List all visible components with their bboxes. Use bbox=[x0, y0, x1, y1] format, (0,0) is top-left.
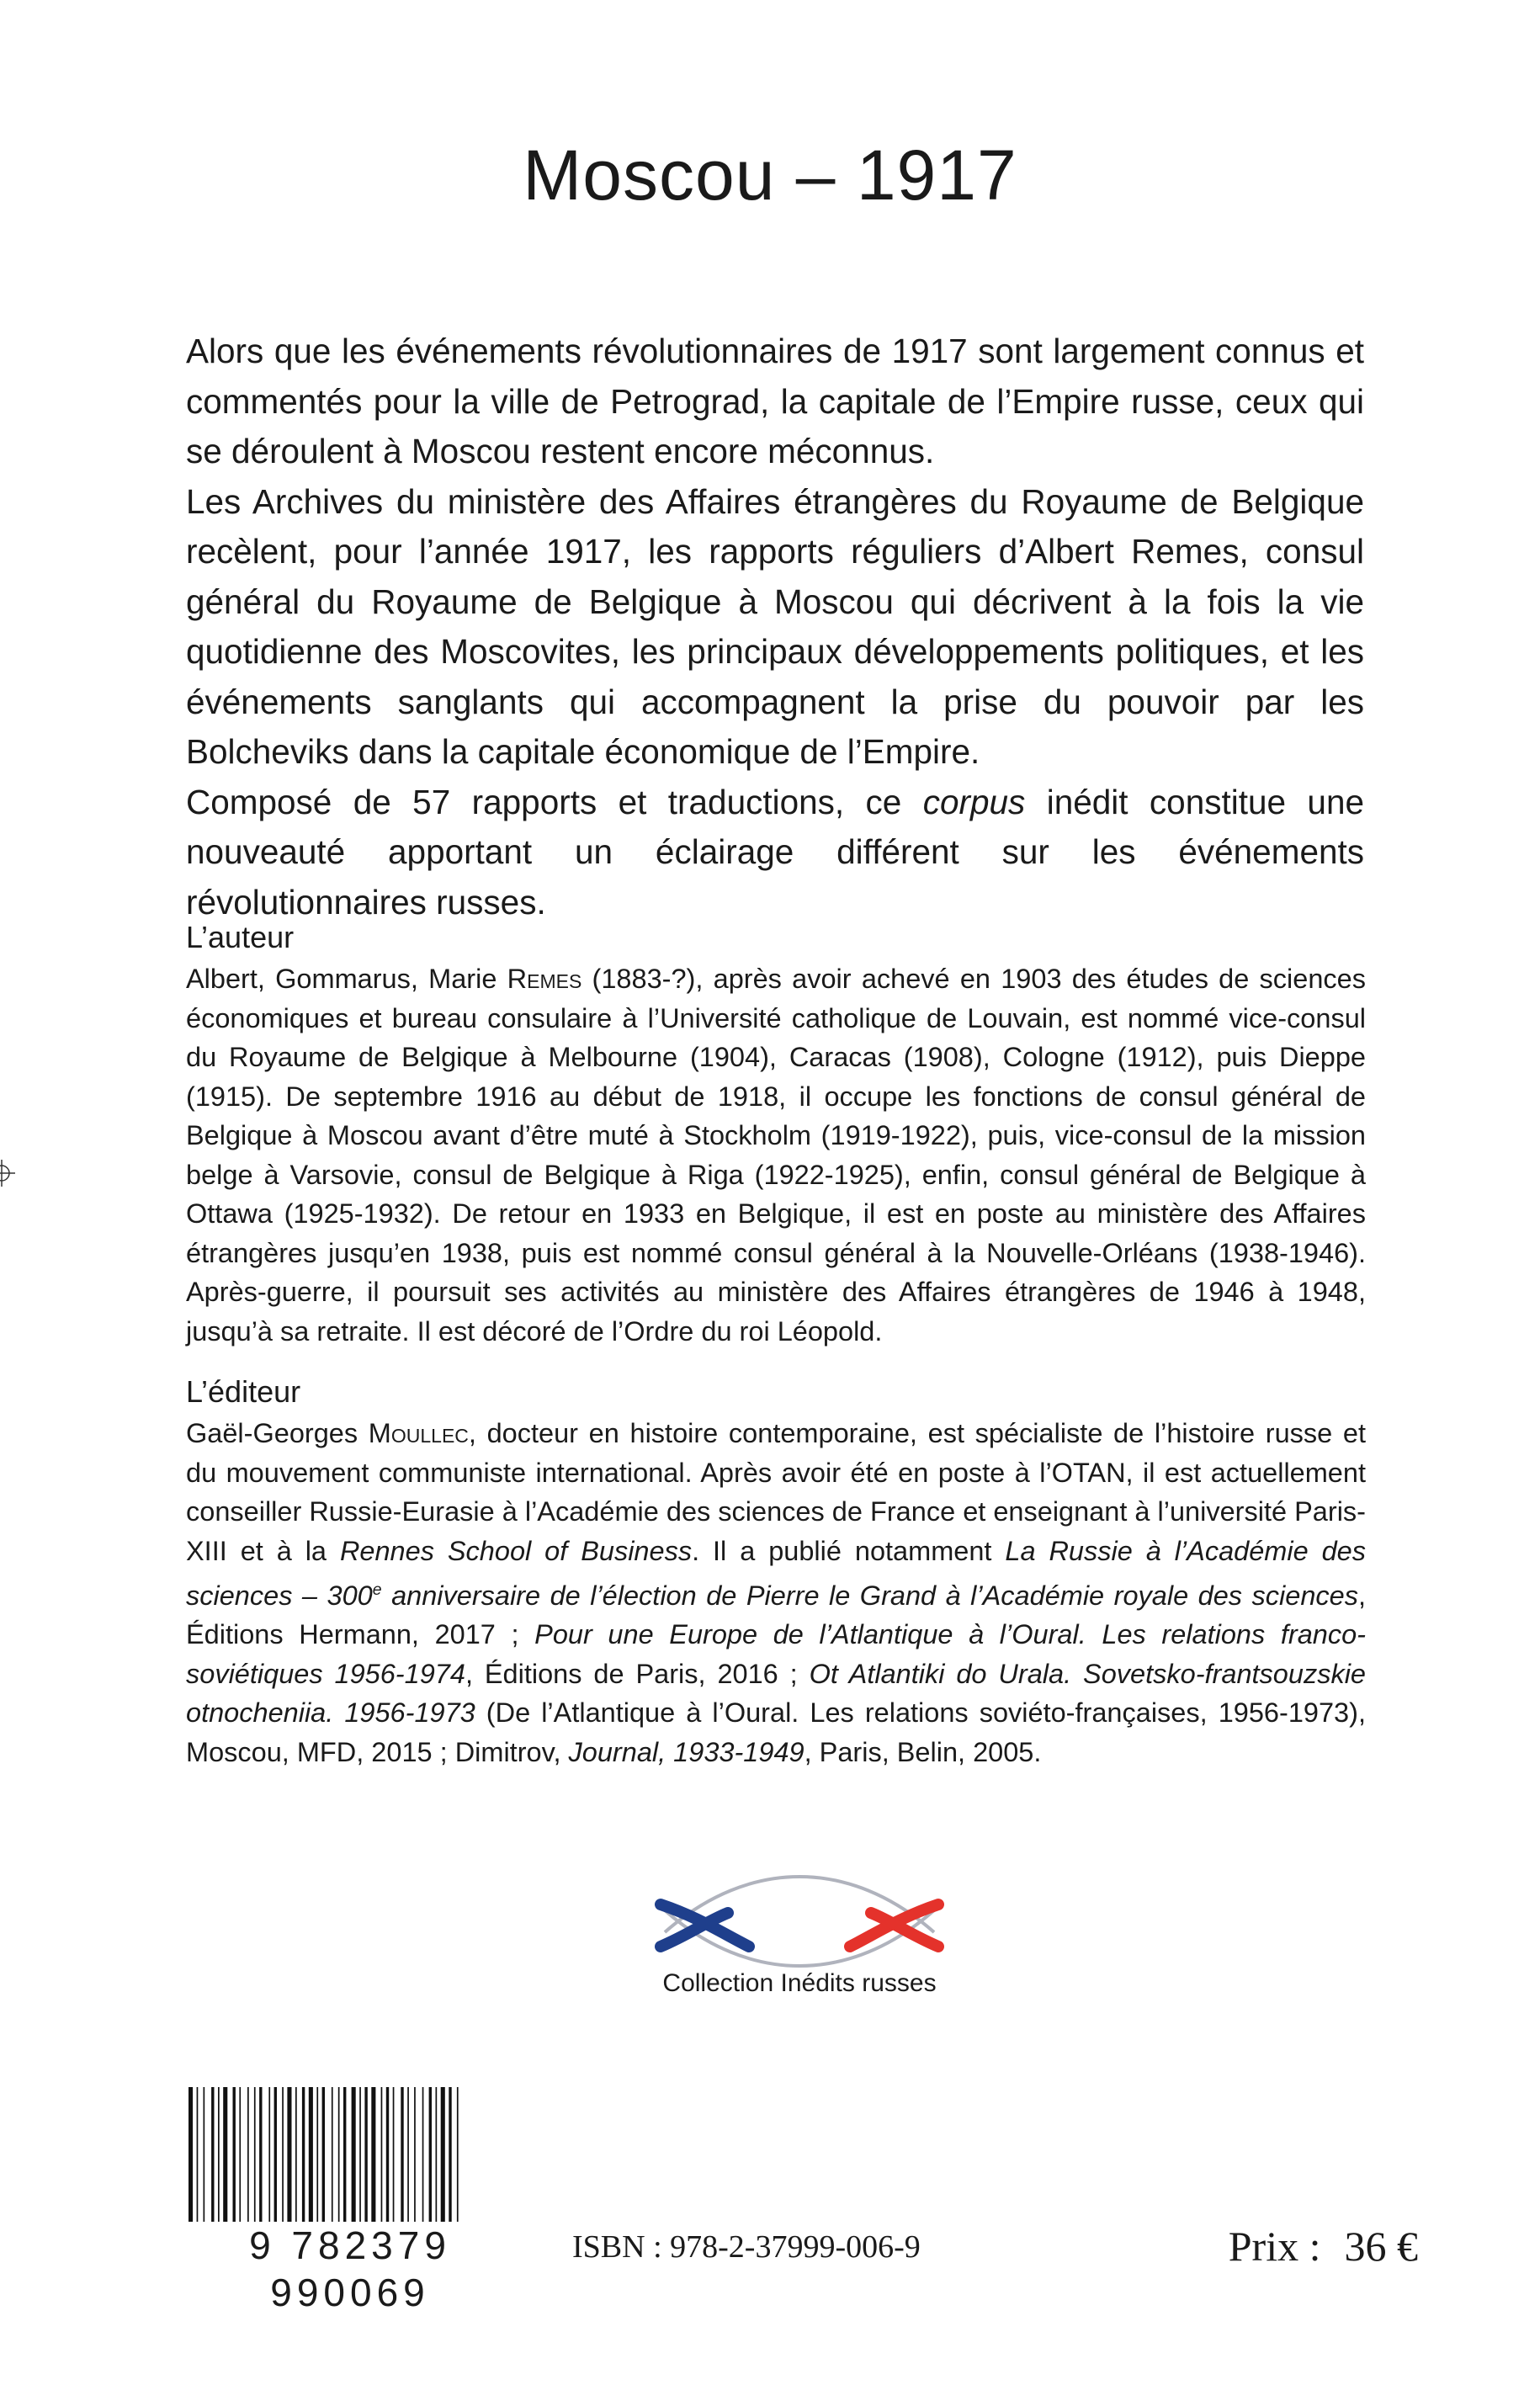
price-label: Prix : bbox=[1228, 2223, 1321, 2270]
author-bio-text: (1883-?), après avoir achevé en 1903 des études de sciences économiques et bureau consulaire à l’Université catholique de Louvain, est nommé vice-consul du Royaume de Belgique à Melbourne (1904), Caracas (1908), Cologne (1912), puis Dieppe (1915). De septembre 1916 au début de 1918, il occupe les fonctions de consul général de Belgique à Moscou avant d’être muté à Stockholm (1919-1922), puis, vice-consul de la mission belge à Varsovie, consul de Belgique à Riga (1922-1925), enfin, consul général de Belgique à Ottawa (1925-1932). De retour en 1933 en Belgique, il est en poste au ministère des Affaires étrangères jusqu’en 1938, puis est nommé consul général à la Nouvelle-Orléans (1938-1946). Après-guerre, il poursuit ses activités au ministère des Affaires étrangères de 1946 à 1948, jusqu’à sa retraite. Il est décoré de l’Ordre du roi Léopold. bbox=[186, 964, 1367, 1347]
editor-italic-2b: anniversaire de l’élection de Pierre le Grand à l’Académie royale des sciences bbox=[381, 1580, 1358, 1611]
page-title: Moscou – 1917 bbox=[523, 135, 1017, 215]
summary-block bbox=[186, 327, 1364, 927]
editor-text-4: , Éditions de Paris, 2016 ; bbox=[465, 1658, 810, 1689]
summary-p3-italic: corpus bbox=[922, 782, 1026, 821]
author-bio bbox=[186, 959, 1366, 1351]
registration-mark-icon bbox=[0, 1160, 15, 1187]
author-heading: L’auteur bbox=[186, 920, 295, 954]
editor-text-5: (De l’Atlantique à l’Oural. Les relations soviéto-françaises, 1956-1973), Moscou, MFD, 2015 ; Dimitrov, bbox=[186, 1697, 1366, 1767]
editor-text-2: . Il a publié notamment bbox=[692, 1535, 1006, 1566]
price-value: 36 € bbox=[1344, 2223, 1418, 2270]
author-first-names: Albert, Gommarus, Marie bbox=[186, 964, 507, 994]
editor-text-1: , docteur en histoire contemporaine, est spécialiste de l’histoire russe et du mouvement communiste international. Après avoir été en poste à l’OTAN, il est actuellement conseiller Russie-Eurasie à l’Académie des sciences de France et enseignant à l’université Paris-XIII et à la bbox=[186, 1418, 1366, 1566]
collection-logo-icon bbox=[648, 1867, 951, 1984]
editor-italic-5: Journal, 1933-1949 bbox=[568, 1736, 805, 1767]
editor-italic-2a: La Russie à l’Académie des sciences – 300 bbox=[186, 1535, 1366, 1611]
summary-paragraph-2: Les Archives du ministère des Affaires étrangères du Royaume de Belgique recèlent, pour l’année 1917, les rapports réguliers d’Albert Remes, consul général du Royaume de Belgique à Moscou qui décrivent à la fois la vie quotidienne des Moscovites, les principaux développements politiques, et les événements sanglants qui accompagnent la prise du pouvoir par les Bolcheviks dans la capitale économique de l’Empire. bbox=[186, 481, 1364, 771]
editor-first-names: Gaël-Georges bbox=[186, 1418, 369, 1448]
isbn-text: ISBN : 978-2-37999-006-9 bbox=[572, 2229, 921, 2265]
editor-surname: Moullec bbox=[368, 1418, 469, 1448]
editor-italic-3: Pour une Europe de l’Atlantique à l’Oural. Les relations franco-soviétiques 1956-1974 bbox=[186, 1619, 1367, 1689]
editor-italic-1: Rennes School of Business bbox=[339, 1535, 693, 1566]
summary-paragraph-1: Alors que les événements révolutionnaires de 1917 sont largement connus et commentés pour la ville de Petrograd, la capitale de l’Empire russe, ceux qui se déroulent à Moscou restent encore méconnus. bbox=[186, 332, 1364, 470]
summary-p3-start: Composé de 57 rapports et traductions, ce bbox=[186, 782, 923, 821]
editor-section bbox=[186, 1372, 1366, 1771]
editor-superscript: e bbox=[372, 1580, 382, 1599]
summary-p3-end: inédit constitue une nouveauté apportant un éclairage différent sur les événements révolutionnaires russes. bbox=[186, 782, 1364, 922]
editor-italic-4: Ot Atlantiki do Urala. Sovetsko-frantsouzskie otnocheniia. 1956-1973 bbox=[186, 1658, 1366, 1729]
price bbox=[1229, 2222, 1418, 2271]
barcode-digits: 9 782379 990069 bbox=[185, 2222, 515, 2316]
editor-heading: L’éditeur bbox=[186, 1374, 301, 1409]
collection-label: Collection Inédits russes bbox=[662, 1969, 937, 1997]
editor-text-6: , Paris, Belin, 2005. bbox=[804, 1736, 1042, 1767]
author-section bbox=[186, 917, 1366, 1351]
summary-paragraph-3 bbox=[186, 778, 1364, 928]
editor-bio bbox=[186, 1414, 1366, 1771]
author-surname: Remes bbox=[507, 964, 582, 994]
editor-text-3: , Éditions Hermann, 2017 ; bbox=[186, 1580, 1366, 1650]
